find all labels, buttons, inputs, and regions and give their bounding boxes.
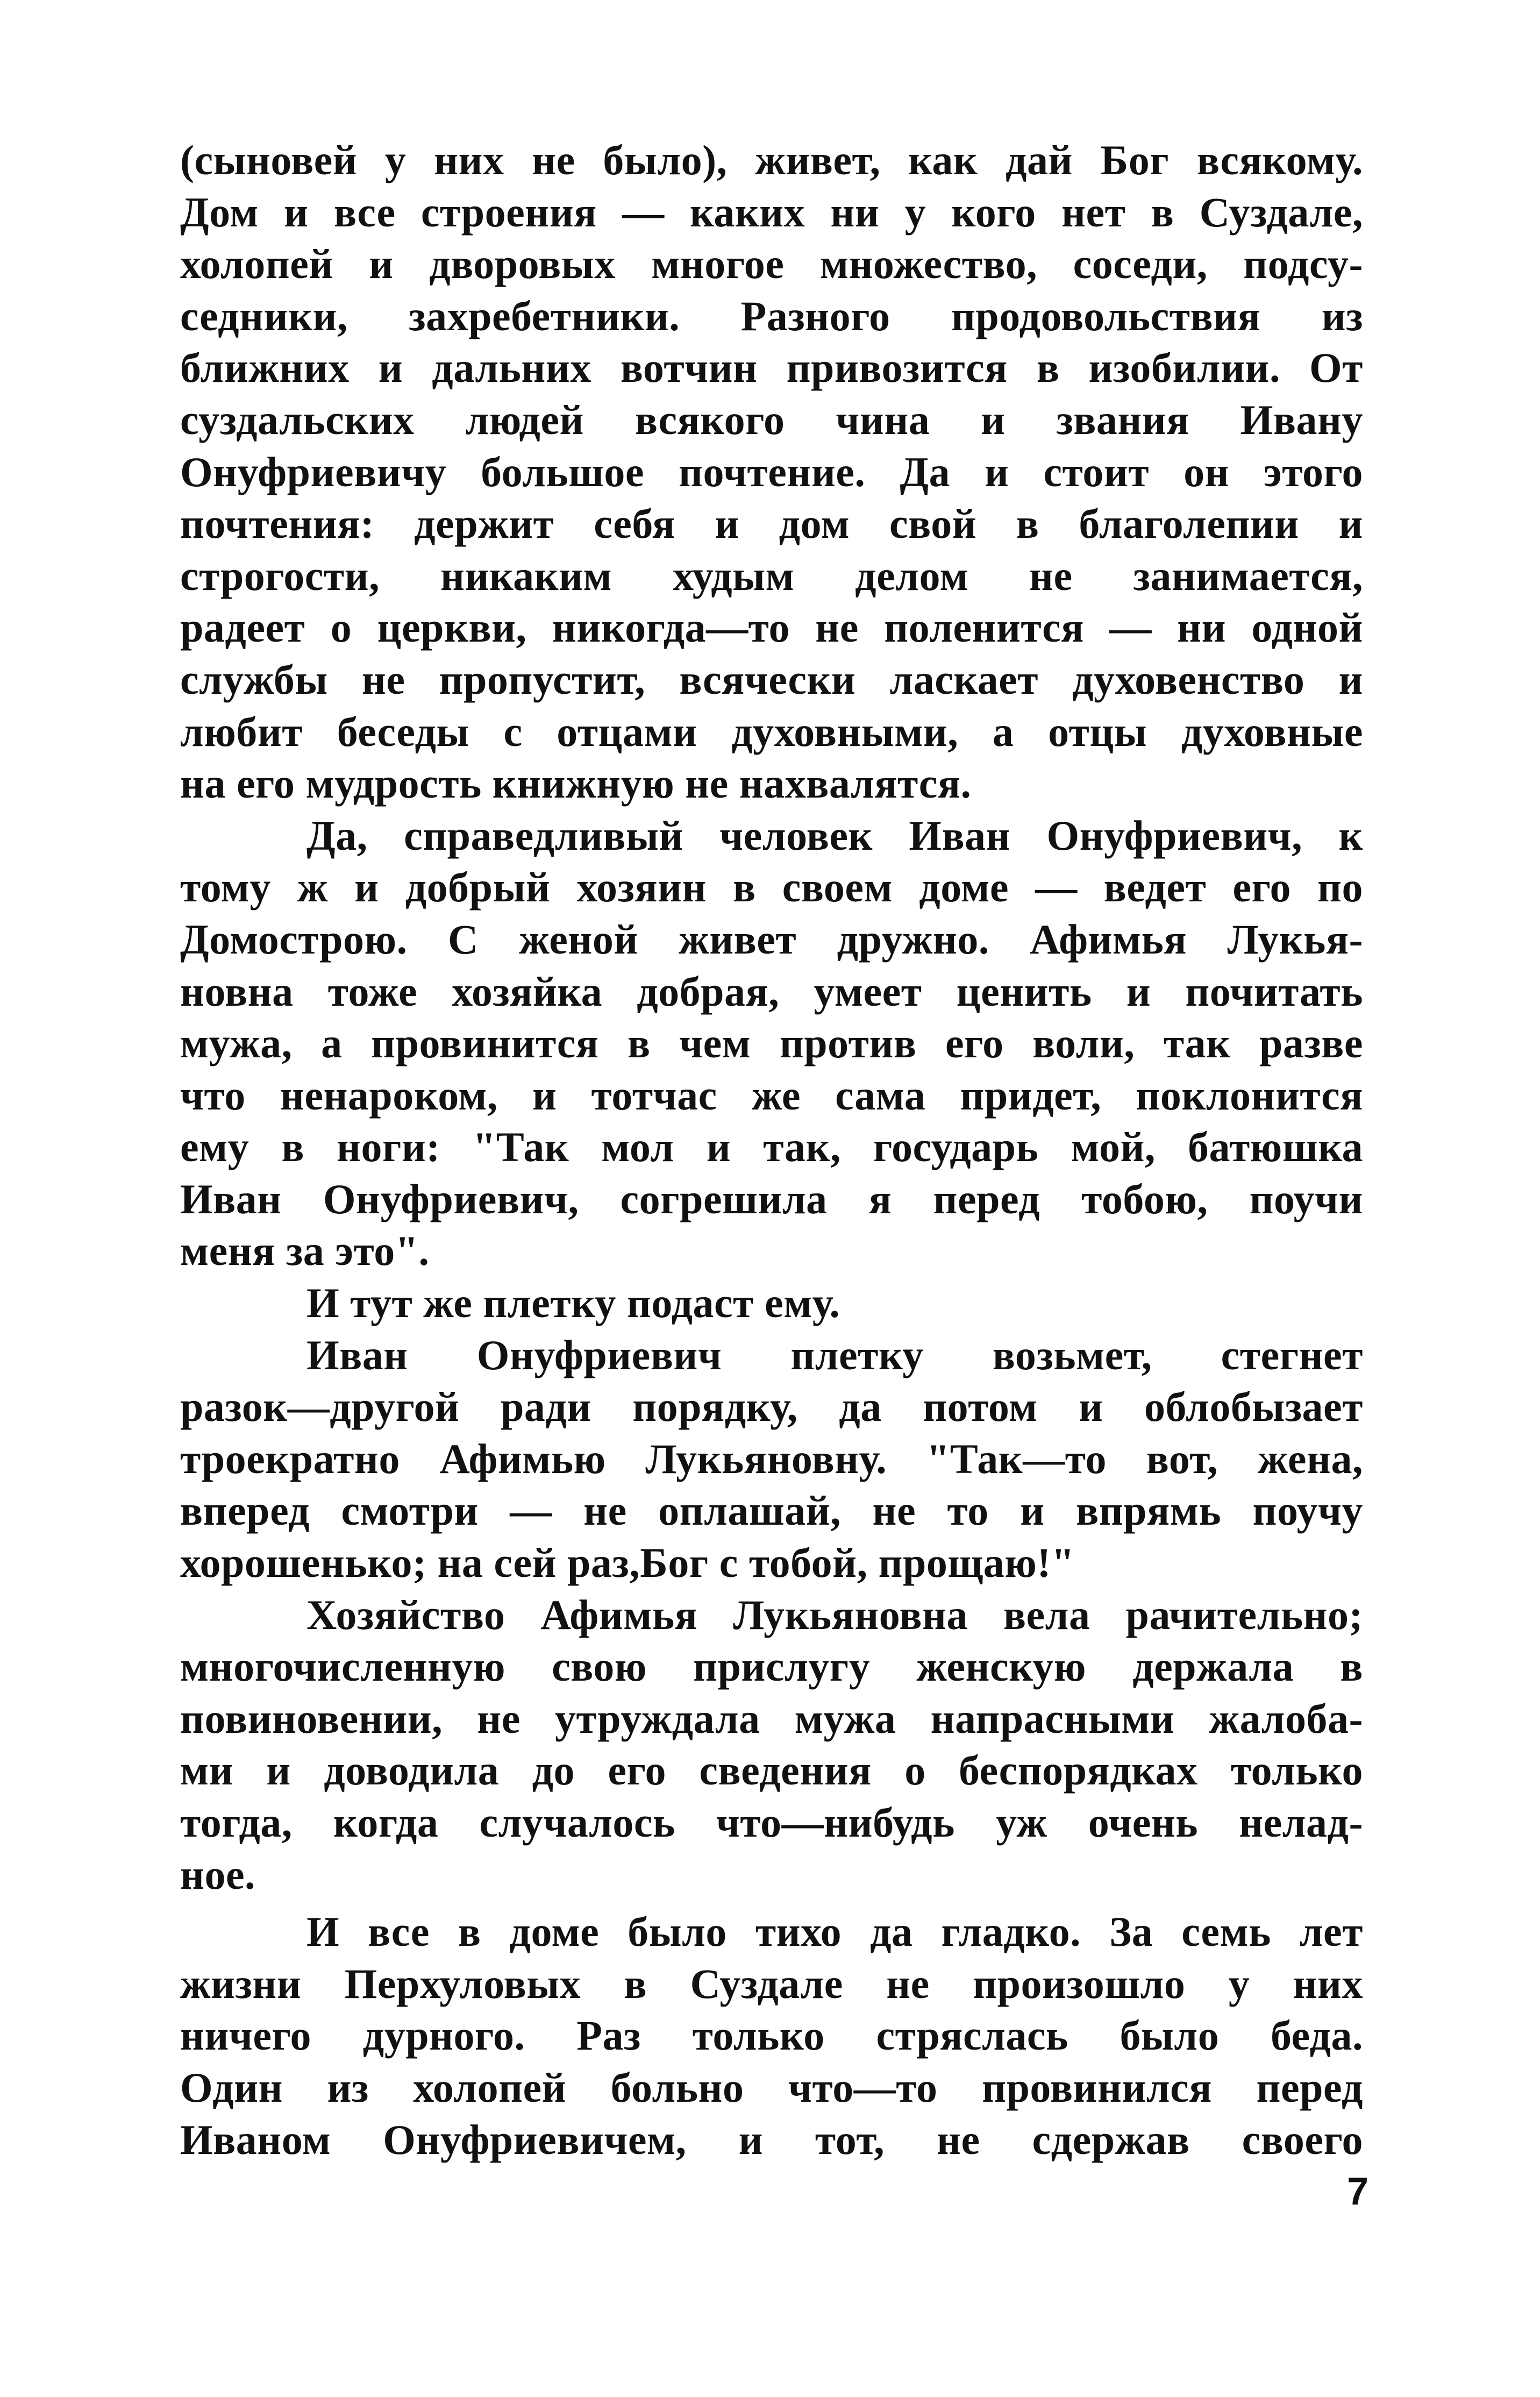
text-line: Хозяйство Афимья Лукьяновна вела рачительно; bbox=[306, 1591, 1363, 1638]
text-line: службы не пропустит, всячески ласкает духовенство и bbox=[180, 656, 1363, 703]
text-line: тогда, когда случалось что—нибудь уж очень нелад- bbox=[180, 1799, 1363, 1846]
text-line: (сыновей у них не было), живет, как дай Бог всякому. bbox=[180, 137, 1363, 183]
text-line: Один из холопей больно что—то провинился перед bbox=[180, 2064, 1363, 2111]
text-line: ми и доводила до его сведения о беспорядках только bbox=[180, 1747, 1363, 1794]
page-body bbox=[180, 134, 1363, 2166]
text-line: меня за это". bbox=[180, 1227, 430, 1275]
text-line: радеет о церкви, никогда—то не поленится — ни одной bbox=[180, 604, 1363, 651]
text-line: новна тоже хозяйка добрая, умеет ценить и почитать bbox=[180, 968, 1363, 1015]
text-line: многочисленную свою прислугу женскую держала в bbox=[180, 1643, 1363, 1690]
text-line: И тут же плетку подаст ему. bbox=[306, 1279, 840, 1327]
text-line: ное. bbox=[180, 1851, 256, 1898]
text-line: разок—другой ради порядку, да потом и облобызает bbox=[180, 1383, 1363, 1431]
text-line: седники, захребетники. Разного продовольствия из bbox=[180, 292, 1363, 339]
text-line: хорошенько; на сей раз,Бог с тобой, прощаю!" bbox=[180, 1539, 1075, 1587]
text-line: Онуфриевичу большое почтение. Да и стоит он этого bbox=[180, 448, 1363, 495]
text-line: на его мудрость книжную не нахвалятся. bbox=[180, 760, 972, 807]
text-line: строгости, никаким худым делом не занимается, bbox=[180, 552, 1363, 599]
text-line: Иван Онуфриевич плетку возьмет, стегнет bbox=[306, 1331, 1363, 1378]
text-line: И все в доме было тихо да гладко. За семь лет bbox=[306, 1908, 1363, 1955]
text-line: тому ж и добрый хозяин в своем доме — ведет его по bbox=[180, 864, 1363, 911]
text-line: суздальских людей всякого чина и звания Ивану bbox=[180, 396, 1363, 443]
text-line: Иваном Онуфриевичем, и тот, не сдержав своего bbox=[180, 2116, 1363, 2163]
text-line: ничего дурного. Раз только стряслась было беда. bbox=[180, 2012, 1363, 2059]
page-number: 7 bbox=[1346, 2170, 1368, 2213]
text-line: мужа, а провинится в чем против его воли, так разве bbox=[180, 1020, 1363, 1067]
text-line: Да, справедливый человек Иван Онуфриевич, к bbox=[306, 812, 1363, 859]
text-line: жизни Перхуловых в Суздале не произошло у них bbox=[180, 1960, 1363, 2007]
text-line: любит беседы с отцами духовными, а отцы духовные bbox=[180, 708, 1363, 755]
text-line: Домострою. С женой живет дружно. Афимья Лукья- bbox=[180, 915, 1363, 963]
text-line: троекратно Афимью Лукьяновну. "Так—то вот, жена, bbox=[180, 1435, 1363, 1482]
text-line: холопей и дворовых многое множество, соседи, подсу- bbox=[180, 240, 1363, 288]
text-line: вперед смотри — не оплашай, не то и впрямь поучу bbox=[180, 1487, 1363, 1534]
text-line: Дом и все строения — каких ни у кого нет в Суздале, bbox=[180, 188, 1363, 236]
paragraph-gap bbox=[180, 1901, 1363, 1906]
text-line: почтения: держит себя и дом свой в благолепии и bbox=[180, 500, 1363, 547]
text-line: Иван Онуфриевич, согрешила я перед тобою, поучи bbox=[180, 1175, 1363, 1222]
text-line: ему в ноги: "Так мол и так, государь мой, батюшка bbox=[180, 1123, 1363, 1171]
text-line: что ненароком, и тотчас же сама придет, поклонится bbox=[180, 1071, 1363, 1119]
text-line: ближних и дальних вотчин привозится в изобилии. От bbox=[180, 344, 1363, 392]
text-line: повиновении, не утруждала мужа напрасными жалоба- bbox=[180, 1695, 1363, 1742]
